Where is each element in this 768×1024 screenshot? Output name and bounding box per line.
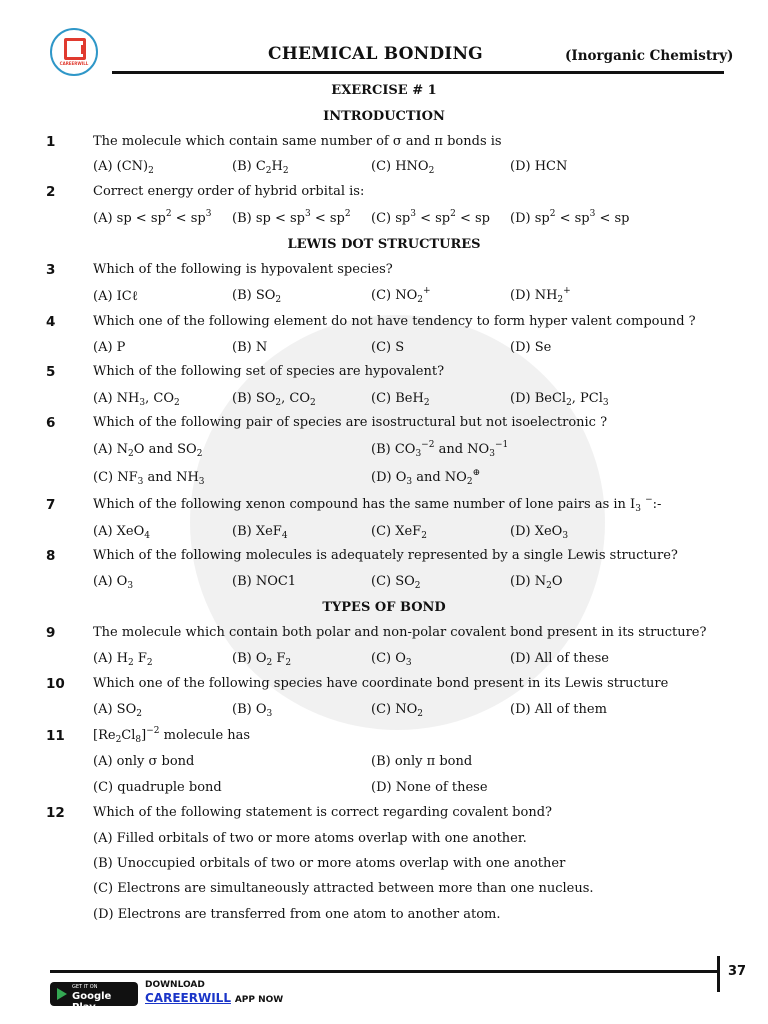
question-number: 6	[46, 415, 56, 431]
question-text: $[Re_2Cl_8]^{-2}$ molecule has	[93, 726, 251, 745]
answer-option: (D) All of these	[510, 651, 609, 666]
answer-option: (D) Electrons are transferred from one atom to another atom.	[93, 907, 501, 922]
google-play-badge[interactable]: GET IT ON Google Play	[50, 982, 138, 1006]
answer-option: (D) Se	[510, 340, 552, 355]
answer-option: (B) N	[232, 340, 268, 355]
answer-option: (D) $N_2O$	[510, 574, 563, 591]
answer-option: (A) $O_3$	[93, 574, 134, 591]
question-text: The molecule which contain same number of σ and π bonds is	[93, 134, 502, 149]
answer-option: (A) $N_2O$ and $SO_2$	[93, 442, 203, 459]
careerwill-link[interactable]: CAREERWILL	[145, 991, 231, 1005]
answer-option: (A) P	[93, 340, 126, 355]
answer-option: (B) XeF$_4$	[232, 524, 288, 541]
question-text: Which of the following molecules is adequately represented by a single Lewis structure?	[93, 548, 678, 563]
answer-option: (B) NOC1	[232, 574, 297, 589]
question-text: Which of the following is hypovalent species?	[93, 262, 393, 277]
question-text: Which of the following xenon compound has the same number of lone pairs as in $I_3$ −:-	[93, 495, 662, 514]
footer-rule	[50, 970, 718, 973]
answer-option: (A) Filled orbitals of two or more atoms overlap with one another.	[93, 831, 527, 846]
answer-option: (C) $SO_2$	[371, 574, 421, 591]
section-introduction: INTRODUCTION	[323, 109, 445, 124]
app-promo: CAREERWILL APP NOW	[145, 991, 284, 1005]
answer-option: (C) $HNO_2$	[371, 159, 435, 176]
subject-label: (Inorganic Chemistry)	[565, 48, 734, 64]
answer-option: (B) $O_3$	[232, 702, 273, 719]
answer-option: (A) $(CN)_2$	[93, 159, 154, 176]
answer-option: (C) $NF_3$ and $NH_3$	[93, 470, 205, 487]
answer-option: (B) sp < $sp^3 < sp^2$	[232, 209, 351, 226]
answer-option: (D) BeCl$_2$, PCl$_3$	[510, 391, 609, 408]
careerwill-logo: CAREERWILL	[50, 28, 98, 76]
answer-option: (D) $sp^2 < sp^3$ < sp	[510, 209, 630, 226]
answer-option: (A) only σ bond	[93, 754, 195, 769]
question-number: 7	[46, 497, 56, 513]
answer-option: (D) XeO$_3$	[510, 524, 569, 541]
answer-option: (C) S	[371, 340, 405, 355]
question-number: 8	[46, 548, 56, 564]
answer-option: (A) sp < $sp^2 < sp^3$	[93, 209, 212, 226]
answer-option: (C) BeH$_2$	[371, 391, 430, 408]
answer-option: (B) $SO_2$	[232, 288, 282, 305]
section-types: TYPES OF BOND	[322, 600, 446, 615]
question-number: 11	[46, 728, 65, 744]
answer-option: (D) $O_3$ and $NO_2^\oplus$	[371, 468, 481, 487]
answer-option: (D) All of them	[510, 702, 607, 717]
question-number: 4	[46, 314, 56, 330]
answer-option: (C) $sp^3 < sp^2$ < sp	[371, 209, 490, 226]
answer-option: (B) $SO_2$, $CO_2$	[232, 391, 316, 408]
answer-option: (B) only π bond	[371, 754, 473, 769]
question-text: Which one of the following element do not have tendency to form hyper valent compound ?	[93, 314, 696, 329]
answer-option: (A) $NH_3$, $CO_2$	[93, 391, 180, 408]
answer-option: (A) $SO_2$	[93, 702, 142, 719]
exercise-heading: EXERCISE # 1	[331, 83, 437, 98]
answer-option: (D) None of these	[371, 780, 488, 795]
answer-option: (D) $NH_2^+$	[510, 286, 571, 305]
play-icon	[57, 988, 67, 1000]
question-text: The molecule which contain both polar and non-polar covalent bond present in its structure?	[93, 625, 707, 640]
section-lewis: LEWIS DOT STRUCTURES	[287, 237, 481, 252]
question-text: Which of the following pair of species are isostructural but not isoelectronic ?	[93, 415, 608, 430]
question-text: Which one of the following species have coordinate bond present in its Lewis structure	[93, 676, 669, 691]
answer-option: (C) quadruple bond	[93, 780, 222, 795]
question-text: Which of the following statement is correct regarding covalent bond?	[93, 805, 552, 820]
answer-option: (C) $NO_2^+$	[371, 286, 431, 305]
question-number: 10	[46, 676, 65, 692]
question-number: 1	[46, 134, 56, 150]
question-number: 3	[46, 262, 56, 278]
question-number: 2	[46, 184, 56, 200]
answer-option: (D) HCN	[510, 159, 568, 174]
answer-option: (C) $NO_2$	[371, 702, 423, 719]
page-number: 37	[728, 964, 747, 979]
answer-option: (B) $O_2$ $F_2$	[232, 651, 292, 668]
answer-option: (B) $C_2H_2$	[232, 159, 289, 176]
page-title: CHEMICAL BONDING	[268, 44, 483, 64]
answer-option: (C) XeF$_2$	[371, 524, 427, 541]
question-number: 5	[46, 364, 56, 380]
question-text: Correct energy order of hybrid orbital is:	[93, 184, 365, 199]
question-number: 12	[46, 805, 65, 821]
answer-option: (C) $O_3$	[371, 651, 412, 668]
header-rule	[112, 71, 724, 74]
footer-vertical-rule	[717, 956, 720, 992]
question-text: Which of the following set of species are hypovalent?	[93, 364, 445, 379]
answer-option: (C) Electrons are simultaneously attracted between more than one nucleus.	[93, 881, 594, 896]
answer-option: (A) ICℓ	[93, 289, 138, 304]
answer-option: (B) Unoccupied orbitals of two or more atoms overlap with one another	[93, 856, 566, 871]
answer-option: (A) XeO$_4$	[93, 524, 151, 541]
answer-option: (A) $H_2$ $F_2$	[93, 651, 153, 668]
answer-option: (B) $CO_3^{-2}$ and $NO_3^{-1}$	[371, 440, 509, 459]
question-number: 9	[46, 625, 56, 641]
download-label: DOWNLOAD	[145, 980, 205, 990]
